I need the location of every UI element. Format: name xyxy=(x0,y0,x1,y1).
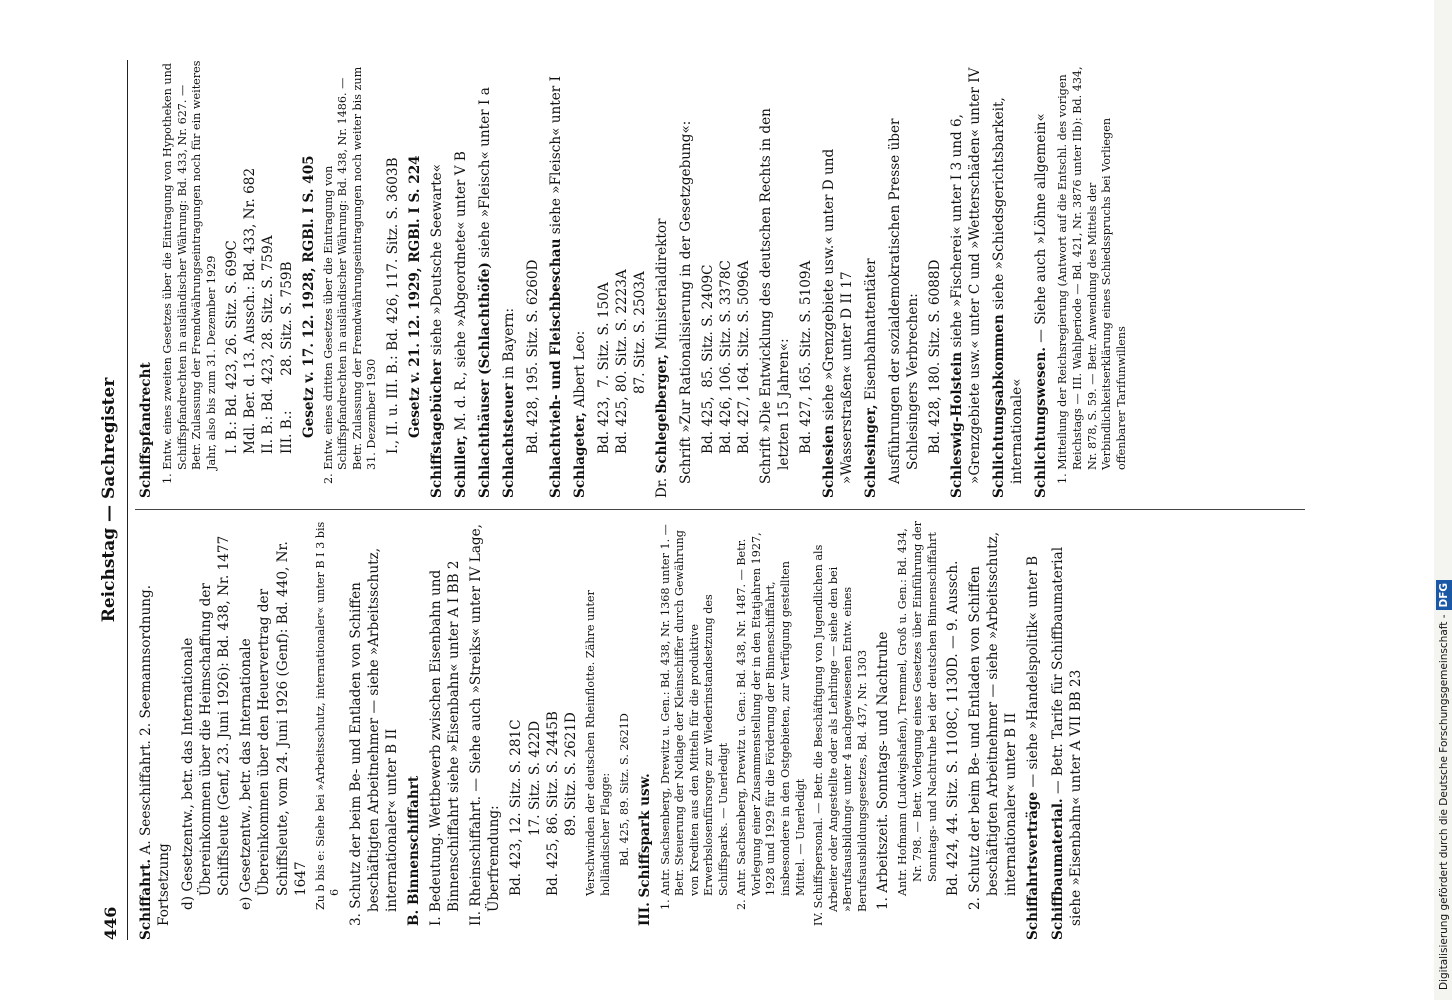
entry-heading: Schlachtvieh- und Fleischbeschau xyxy=(547,238,564,498)
entry-heading: Schlesinger, xyxy=(862,404,879,498)
entry-text: Eisenbahnattentäter xyxy=(862,258,879,401)
note-rheinflotte: Verschwinden der deutschen Rheinflotte. Zähre unter holländischer Flagge: xyxy=(583,590,612,896)
entry-prefix: Dr. xyxy=(653,477,670,498)
entry-heading: Schlachtsteuer xyxy=(501,383,518,498)
ref-line: Bd. 425, 80. Sitz. S. 2223A xyxy=(613,269,630,454)
subentry-schlesinger: Ausführungen der sozialdemokratischen Presse über Schlesingers Verbrechen: xyxy=(886,118,921,484)
ref-line: 87. Sitz. S. 2503A xyxy=(631,271,648,394)
note-ref: Bd. 425, 89. Sitz. S. 2621D xyxy=(617,713,631,866)
subentry-zu-b-bis-e: Zu b bis e: Siehe bei »Arbeitsschutz, internationaler« unter B I 3 bis 6 xyxy=(313,521,342,910)
entry-schiffbaumaterial xyxy=(1049,520,1085,940)
subentry-mitteilung: 1. Mitteilung der Reichsregierung (Antwort auf die Entschl. des vorigen Reichstags — III. Wahlperiode — Bd. 421, Nr. 3876 unter IIb): Bd. 434, Nr. 878, S. 59. — Betr. Anwendung des Mittels der Verbindlichkeitserklärung eines Schiedsspruchs bei Vorliegen offenbarer Tarifunwillens xyxy=(1056,66,1128,484)
entry-heading: Schlageter, xyxy=(571,412,588,498)
left-column xyxy=(137,520,1307,940)
entry-schlachtvieh xyxy=(547,60,565,498)
subentry-schrift-1: Schrift »Zur Rationalisierung in der Gesetzgebung«: xyxy=(677,120,694,484)
entry-text: siehe »Fleisch« unter I a xyxy=(477,87,494,258)
right-column xyxy=(137,60,1307,498)
ref-line: Bd. 425, 85. Sitz. S. 2409C xyxy=(700,264,717,454)
entry-heading: Schiffahrt. xyxy=(138,858,154,940)
ref-line: Mdl. Ber. d. 13. Aussch.: Bd. 433, Nr. 682 xyxy=(242,167,259,454)
entry-heading-schiffspfandrecht: Schiffspfandrecht xyxy=(138,362,154,498)
running-head: Reichstag — Sachregister xyxy=(99,377,119,623)
entry-schiller xyxy=(452,60,470,498)
funding-text: Digitalisierung gefördert durch die Deutsche Forschungsgemeinschaft - xyxy=(1438,614,1450,990)
law-reference: Gesetz v. 21. 12. 1929, RGBl. I S. 224 xyxy=(407,155,424,438)
entry-heading: Schlesien xyxy=(820,424,837,498)
entry-schlesinger xyxy=(862,60,880,498)
funding-note xyxy=(1416,10,1450,990)
entry-heading: Schiffahrtsverträge xyxy=(1025,791,1042,940)
page-header xyxy=(95,60,128,940)
subentry-1: 1. Entw. eines zweiten Gesetzes über die Eintragung von Hypotheken und Schiffspfandrechten in ausländischer Währung: Bd. 433, Nr. 627. — Betr. Zulassung der Fremdwährungseintragungen noch für ein weiteres Jahr, also bis zum 31. Dezember 1929 xyxy=(161,60,218,484)
subentry-3: 3. Schutz der beim Be- und Entladen von Schiffen beschäftigten Arbeitnehmer — siehe »Arbeitsschutz, internationaler« unter B II xyxy=(347,547,400,926)
ref-line: 89. Sitz. S. 2621D xyxy=(562,712,579,836)
entry-heading: Schiffbaumaterial. xyxy=(1049,798,1066,940)
subentry-iv-1: 1. Arbeitszeit. Sonntags- und Nachtruhe xyxy=(875,631,892,910)
refs-schrift-1 xyxy=(699,60,753,454)
entry-text: A. Seeschiffahrt. 2. Seemannsordnung. Fortsetzung xyxy=(138,584,173,926)
subentry-b-ii: II. Rheinschiffahrt. — Siehe auch »Streiks« unter IV Lage, Überfremdung: xyxy=(468,524,503,926)
dfg-logo: DFG xyxy=(1436,580,1452,611)
entry-heading: Schleswig-Holstein xyxy=(949,351,965,498)
entry-schiffstagebuecher xyxy=(428,60,446,498)
subentry-iii-1: 1. Antr. Sachsenberg, Drewitz u. Gen.: Bd. 438, Nr. 1368 unter 1. — Betr. Steuerung der Notlage der Kleinschiffer durch Gewährung von Krediten aus den Mitteln für die produktive Erwerbslosenfürsorge zur Wiederinstandsetzung des Schiffsparks. — Unerledigt xyxy=(658,524,730,910)
entry-schlegelberger xyxy=(653,60,671,498)
entry-schleswig-holstein xyxy=(948,60,984,498)
entry-text: Ministerialdirektor xyxy=(653,218,670,350)
entry-text: in Bayern: xyxy=(501,307,518,379)
section-binnenschiffahrt: B. Binnenschiffahrt xyxy=(406,775,423,926)
subentry-b-iv: IV. Schiffspersonal. — Betr. die Beschäftigung von Jugendlichen als Arbeiter oder Angestellte oder als Lehrlinge — siehe den bei »Berufsausbildung« unter 4 nachgewiesenen Entw. eines Berufsausbildungsgesetzes, Bd. 437, Nr. 1303 xyxy=(812,544,869,926)
refs-b-ii xyxy=(507,520,579,896)
ref-line: Bd. 426, 106. Sitz. S. 3378C xyxy=(718,260,735,454)
entry-text: siehe »Schiedsgerichtsbarkeit, internationale« xyxy=(991,97,1026,484)
ref-2: I., II. u. III. B.: Bd. 426, 117. Sitz. S. 3603B xyxy=(384,157,401,454)
subentry-b-i: I. Bedeutung. Wettbewerb zwischen Eisenbahn und Binnenschiffahrt siehe »Eisenbahn« unter A I BB 2 xyxy=(428,560,463,926)
ref-line: Bd. 423, 12. Sitz. S. 281C xyxy=(508,719,525,896)
entry-text: — Betr. Tarife für Schiffbaumaterial siehe »Eisenbahn« unter A VII BB 23 xyxy=(1049,546,1084,926)
entry-heading: Schlegelberger, xyxy=(653,353,670,474)
subentry-e: e) Gesetzentw., betr. das Internationale Übereinkommen über den Heuervertrag der Schiffsleute, vom 24. Juni 1926 (Genf): Bd. 440, Nr. 1647 xyxy=(238,541,309,910)
entry-text: siehe »Deutsche Seewarte« xyxy=(429,163,446,356)
entry-schiffahrt xyxy=(137,520,173,940)
ref-schrift-2: Bd. 427, 165. Sitz. S. 5109A xyxy=(798,260,815,454)
ref-line: III. B.: 28. Sitz. S. 759B xyxy=(278,261,295,454)
entry-schlachthaeuser xyxy=(476,60,494,498)
ref-iv-1: Bd. 424, 44. Sitz. S. 1108C, 1130D. — 9. Aussch. xyxy=(945,560,962,896)
entry-text: Albert Leo: xyxy=(571,330,588,408)
entry-text: — Siehe auch »Löhne allgemein« xyxy=(1033,113,1050,343)
ref-schlesinger: Bd. 428, 180. Sitz. S. 6088D xyxy=(926,259,943,454)
law-reference: Gesetz v. 17. 12. 1928, RGBl. I S. 405 xyxy=(300,155,317,438)
entry-schiffahrtsvertraege xyxy=(1024,520,1042,940)
entry-text: siehe »Fischerei« unter I 3 und 6, »Grenzgebiete usw.« unter C und »Wetterschäden« unter IV xyxy=(949,67,984,484)
entry-text: M. d. R., siehe »Abgeordnete« unter V B xyxy=(453,151,470,431)
entry-text: — siehe »Handelspolitik« unter B xyxy=(1025,555,1042,788)
ref-line: I. B.: Bd. 423, 26. Sitz. S. 699C xyxy=(224,240,241,454)
entry-schlichtungsabkommen xyxy=(990,60,1026,498)
ref-line: Bd. 425, 86. Sitz. S. 2445B xyxy=(544,711,561,896)
entry-heading: Schiffstagebücher xyxy=(429,359,446,498)
subentry-schrift-2: Schrift »Die Entwicklung des deutschen Rechts in den letzten 15 Jahren«: xyxy=(758,108,793,484)
subentry-d: d) Gesetzentw., betr. das Internationale Übereinkommen über die Heimschaffung der Schiffsleute (Genf, 23. Juni 1926): Bd. 438, Nr. 1477 xyxy=(180,535,233,910)
subentry-iv-1-text: Antr. Hofmann (Ludwigshafen), Tremmel, Groß u. Gen.: Bd. 434, Nr. 798. — Betr. Vorlegung eines Gesetzes über Einführung der Sonntags- und Nachtruhe bei der deutschen Binnenschiffahrt xyxy=(896,521,939,896)
ref-line: Bd. 423, 7. Sitz. S. 150A xyxy=(595,282,612,454)
entry-heading: Schlichtungsabkommen xyxy=(991,314,1008,498)
ref-line: Bd. 427, 164. Sitz. S. 5096A xyxy=(736,260,753,454)
entry-heading: Schiller, xyxy=(453,434,470,498)
rotated-page-content xyxy=(95,60,1345,940)
column-divider xyxy=(135,509,1305,510)
ref-schlachtsteuer: Bd. 428, 195. Sitz. S. 6260D xyxy=(525,259,542,454)
entry-text: siehe »Grenzgebiete usw.« unter D und »Wasserstraßen« unter D II 17 xyxy=(820,148,855,484)
entry-heading: Schlichtungswesen. xyxy=(1033,347,1050,498)
ref-line: II. B.: Bd. 423, 28. Sitz. S. 759A xyxy=(260,235,277,454)
subentry-iv-2: 2. Schutz der beim Be- und Entladen von Schiffen beschäftigten Arbeitnehmer — siehe »Arbeitsschutz, internationaler« unter B II xyxy=(967,531,1020,910)
refs-1 xyxy=(223,60,295,454)
entry-text: siehe »Fleisch« unter I xyxy=(547,76,564,235)
subentry-iii-2: 2. Antr. Sachsenberg, Drewitz u. Gen.: Bd. 438, Nr. 1487. — Betr. Vorlegung einer Zusammenstellung der in den Etatjahren 1927, 1928 und 1929 für die Förderung der Binnenschiffahrt, insbesondere in den Ostgebieten, zur Verfügung gestellten Mittel. — Unerledigt xyxy=(735,532,807,910)
entry-schlesien xyxy=(820,60,856,498)
refs-schlageter xyxy=(595,60,649,454)
page-number: 446 xyxy=(101,906,120,940)
subentry-b-iii: III. Schiffspark usw. xyxy=(637,773,654,926)
entry-schlageter xyxy=(571,60,589,498)
subentry-2: 2. Entw. eines dritten Gesetzes über die Eintragung von Schiffspfandrechten in ausländischer Währung: Bd. 438, Nr. 1486. — Betr. Zulassung der Fremdwährungseintragungen noch weiter bis zum 31. Dezember 1930 xyxy=(321,66,379,484)
entry-heading: Schlachthäuser (Schlachthöfe) xyxy=(477,262,494,498)
entry-schlachtsteuer xyxy=(500,60,518,498)
entry-schlichtungswesen xyxy=(1032,60,1050,498)
ref-line: 17. Sitz. S. 422D xyxy=(526,720,543,836)
